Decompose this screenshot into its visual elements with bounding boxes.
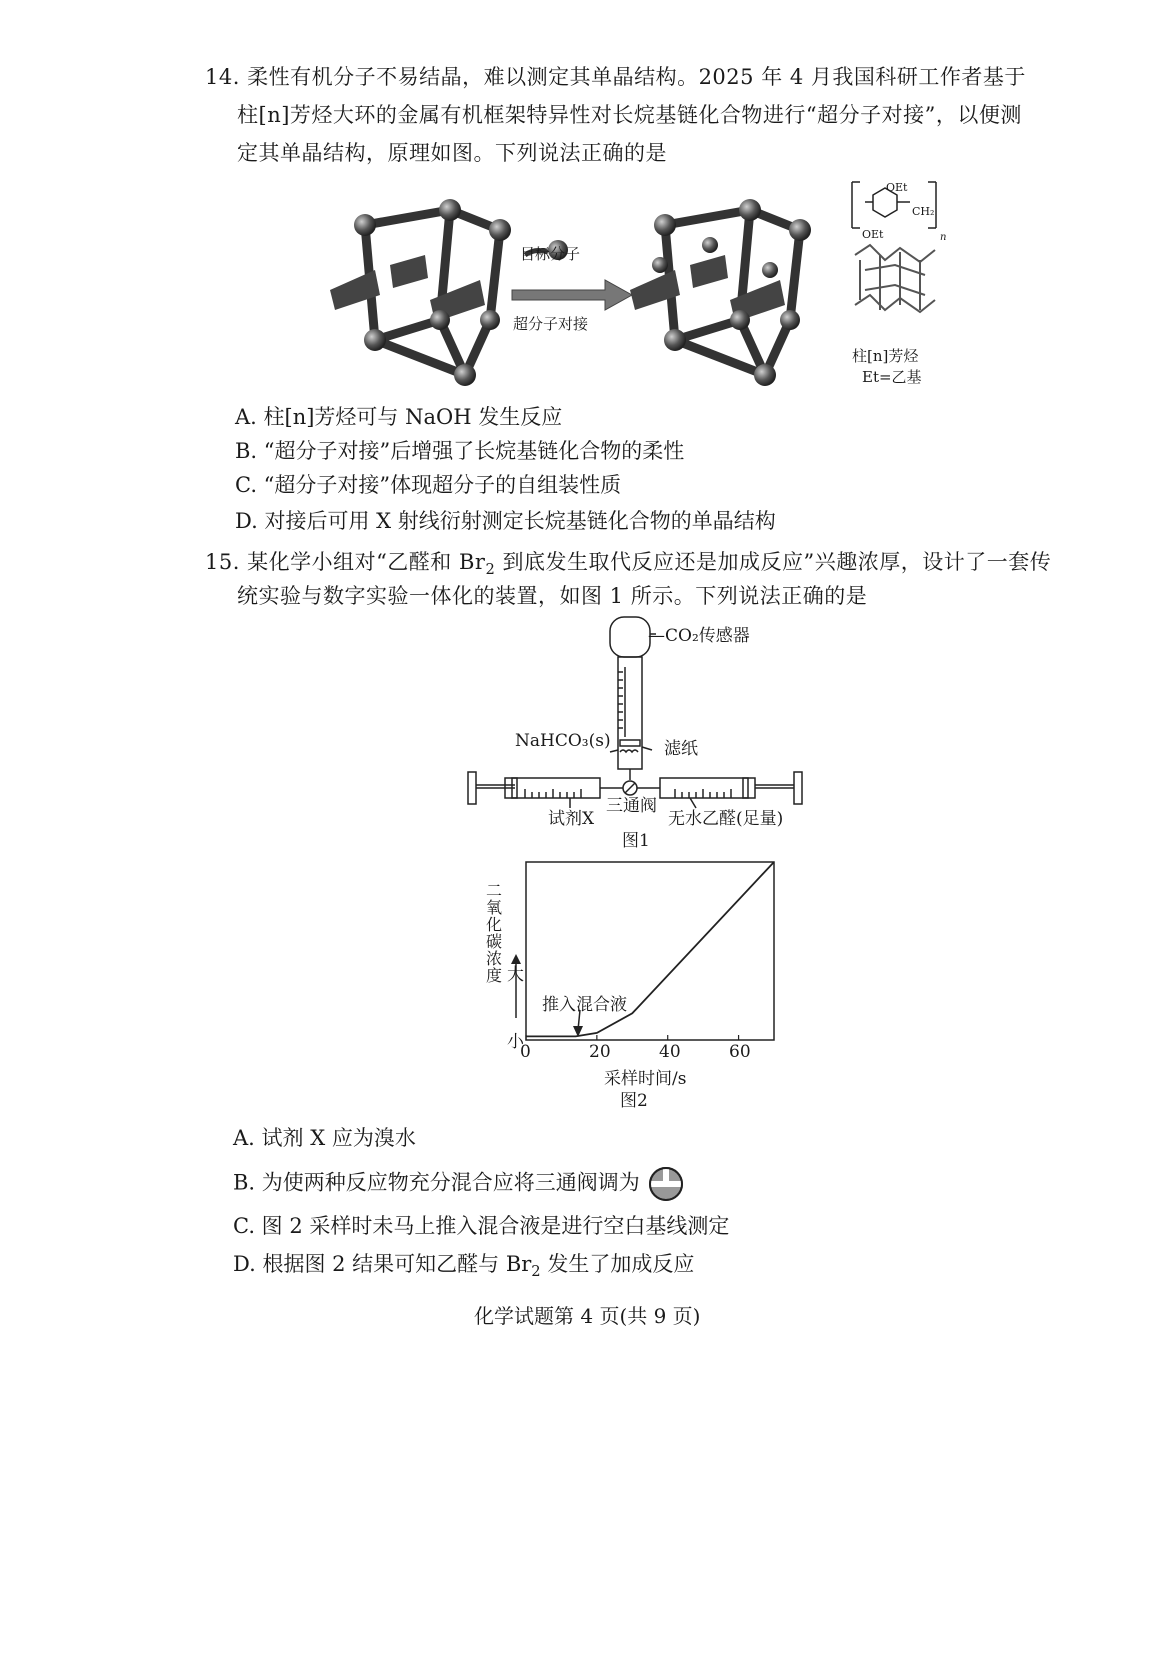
fig2-xlabel: 采样时间/s	[604, 1069, 687, 1089]
left-ticks	[525, 789, 581, 798]
q14-option-d: D. 对接后可用 X 射线衍射测定长烷基链化合物的单晶结构	[235, 509, 776, 533]
q14-option-c: C. “超分子对接”体现超分子的自组装性质	[235, 473, 622, 497]
q14-line-3: 定其单晶结构，原理如图。下列说法正确的是	[237, 141, 667, 165]
struct-n: n	[940, 232, 947, 243]
q15-option-a: A. 试剂 X 应为溴水	[233, 1126, 416, 1150]
fig2-chart	[490, 850, 810, 1070]
q14-line-1: 14. 柔性有机分子不易结晶，难以测定其单晶结构。2025 年 4 月我国科研工作者基于	[205, 65, 1026, 89]
co2-sensor	[610, 617, 650, 657]
struct-ch2: CH₂	[912, 205, 935, 218]
fig2-y-big: 大	[507, 965, 524, 985]
nahco3-solid	[620, 750, 638, 752]
q15-line-2: 统实验与数字实验一体化的装置，如图 1 所示。下列说法正确的是	[237, 584, 868, 608]
arrow-top-label: 目标分子	[520, 245, 581, 263]
valve-setting-icon	[648, 1166, 684, 1202]
fig1-caption: 图1	[622, 831, 650, 851]
framework-left-plates	[330, 255, 485, 322]
arrow-bottom-label: 超分子对接	[513, 315, 589, 333]
fig2-ylabel: 二氧化碳浓度	[486, 881, 503, 985]
fig2-annotation: 推入混合液	[542, 995, 627, 1015]
acetaldehyde-label: 无水乙醛(足量)	[668, 809, 784, 829]
reagent-x-label: 试剂X	[548, 809, 595, 829]
pillararene-caption: 柱[n]芳烃	[852, 347, 919, 365]
page-footer: 化学试题第 4 页(共 9 页)	[474, 1304, 701, 1328]
co2-sensor-label: —CO₂传感器	[648, 626, 750, 646]
filter-paper-label: 滤纸	[664, 739, 698, 759]
right-ticks	[675, 789, 731, 798]
pillararene-3d-model	[855, 245, 935, 312]
vertical-syringe	[618, 657, 642, 769]
fig1-apparatus	[460, 612, 810, 812]
fig2-x-tick-0: 0	[520, 1042, 531, 1062]
q15-option-d: D. 根据图 2 结果可知乙醛与 $Br_2$ 发生了加成反应	[233, 1252, 695, 1281]
q15-option-b: B. 为使两种反应物充分混合应将三通阀调为	[233, 1166, 684, 1202]
q14-option-b: B. “超分子对接”后增强了长烷基链化合物的柔性	[235, 439, 685, 463]
ethyl-caption: Et=乙基	[862, 368, 922, 386]
fig2-y-small: 小	[507, 1032, 524, 1052]
fig2-x-tick-60: 60	[729, 1042, 751, 1062]
nahco3-label: NaHCO₃(s)	[515, 731, 611, 751]
q14-option-a: A. 柱[n]芳烃可与 NaOH 发生反应	[235, 405, 563, 429]
struct-oet-bottom: OEt	[862, 228, 884, 241]
q14-line-2: 柱[n]芳烃大环的金属有机框架特异性对长烷基链化合物进行“超分子对接”，以便测	[237, 103, 1022, 127]
fig2-x-tick-40: 40	[659, 1042, 681, 1062]
struct-oet-top: OEt	[886, 181, 908, 194]
q15-option-c: C. 图 2 采样时未马上推入混合液是进行空白基线测定	[233, 1214, 730, 1238]
fig2-caption: 图2	[620, 1091, 648, 1111]
docking-arrow	[512, 280, 632, 310]
fig2-x-tick-20: 20	[589, 1042, 611, 1062]
q15-line-1: 15. 某化学小组对“乙醛和 $Br_2$ 到底发生取代反应还是加成反应”兴趣浓厚，设计了一套传	[205, 550, 1052, 579]
three-way-valve-label: 三通阀	[606, 796, 657, 816]
